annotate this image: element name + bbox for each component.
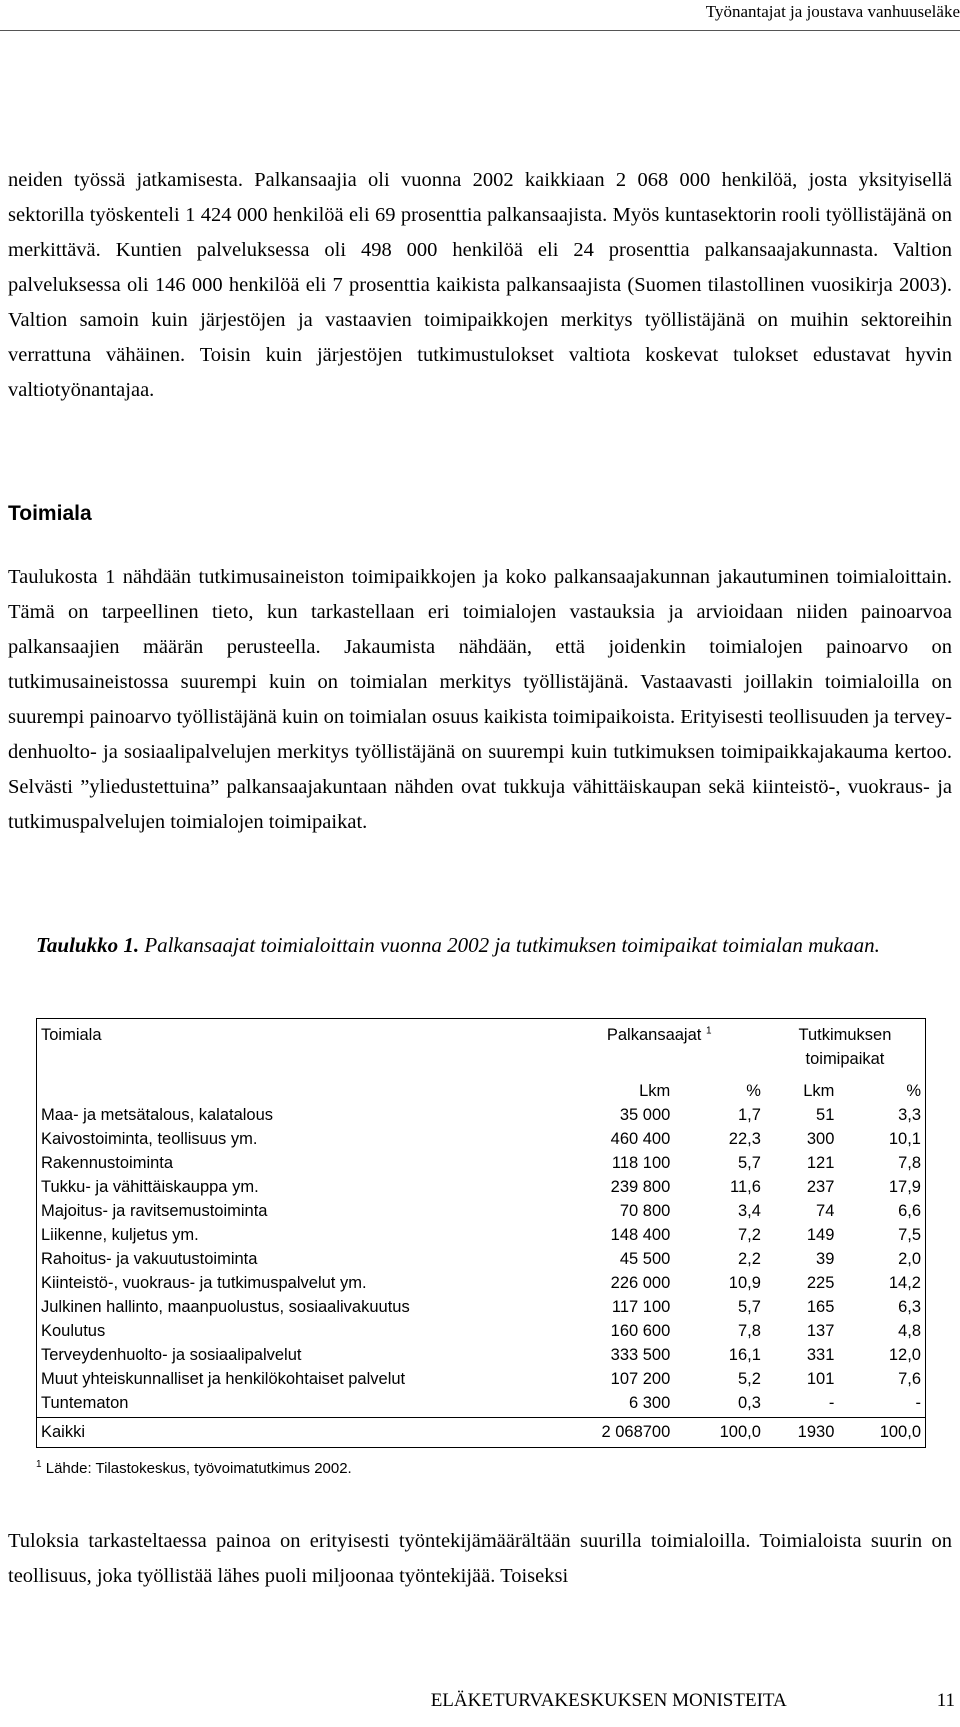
- header-footnote-mark: 1: [705, 1025, 712, 1037]
- row-palkansaajat-pct: 10,9: [728, 1274, 761, 1292]
- row-palkansaajat-lkm: 226 000: [610, 1274, 671, 1292]
- table-row: [37, 1103, 926, 1127]
- table-row: [37, 1343, 926, 1367]
- subheader-lkm-1: Lkm: [639, 1082, 671, 1100]
- row-toimipaikat-lkm: 225: [806, 1274, 835, 1292]
- row-palkansaajat-pct: 5,2: [737, 1370, 761, 1388]
- row-toimipaikat-lkm: 165: [806, 1298, 835, 1316]
- row-toimipaikat-lkm: 331: [806, 1346, 835, 1364]
- header-palkansaajat-label: Palkansaajat: [606, 1026, 702, 1044]
- row-toimipaikat-pct: 2,0: [838, 1247, 925, 1271]
- footer-series: ELÄKETURVAKESKUKSEN MONISTEITA: [430, 1690, 787, 1711]
- row-toimipaikat-lkm: 74: [816, 1202, 835, 1220]
- subheader-pct-2: %: [838, 1071, 925, 1103]
- header-tutkimuksen-line1: Tutkimuksen: [798, 1026, 892, 1044]
- page-number: 11: [936, 1690, 955, 1711]
- row-palkansaajat-lkm: 148 400: [610, 1226, 671, 1244]
- row-toimipaikat-pct: 7,6: [838, 1367, 925, 1391]
- total-palkansaajat-lkm: 2 068700: [553, 1418, 674, 1448]
- row-toimipaikat-lkm: 137: [806, 1322, 835, 1340]
- row-toimipaikat-lkm: 237: [806, 1178, 835, 1196]
- header-rule: [0, 30, 960, 31]
- row-toimiala: Tukku- ja vähittäiskauppa ym.: [37, 1175, 554, 1199]
- footnote-text: Lähde: Tilastokeskus, työvoimatutkimus 2002.: [45, 1460, 352, 1477]
- row-palkansaajat-lkm: 460 400: [610, 1130, 671, 1148]
- row-toimipaikat-pct: 6,3: [838, 1295, 925, 1319]
- row-toimipaikat-pct: 12,0: [838, 1343, 925, 1367]
- total-toimipaikat-lkm: 1930: [765, 1418, 838, 1448]
- row-palkansaajat-lkm: 107 200: [610, 1370, 671, 1388]
- row-toimiala: Julkinen hallinto, maanpuolustus, sosiaalivakuutus: [37, 1295, 554, 1319]
- row-toimipaikat-pct: 14,2: [838, 1271, 925, 1295]
- row-palkansaajat-pct: 3,4: [737, 1202, 761, 1220]
- table-header-row: [37, 1019, 926, 1072]
- table-footnote: [36, 1460, 352, 1477]
- row-toimipaikat-pct: 4,8: [838, 1319, 925, 1343]
- table-total-row: [37, 1418, 926, 1448]
- row-palkansaajat-pct: 7,8: [737, 1322, 761, 1340]
- table-row: [37, 1151, 926, 1175]
- row-palkansaajat-lkm: 70 800: [619, 1202, 671, 1220]
- table-caption-label: Taulukko 1.: [36, 933, 140, 957]
- row-toimiala: Majoitus- ja ravitsemustoiminta: [37, 1199, 554, 1223]
- section-heading: Toimiala: [8, 502, 92, 525]
- row-toimiala: Muut yhteiskunnalliset ja henkilökohtaiset palvelut: [37, 1367, 554, 1391]
- row-toimiala: Maa- ja metsätalous, kalatalous: [37, 1103, 554, 1127]
- row-toimipaikat-pct: -: [838, 1391, 925, 1418]
- paragraph-intro: neiden työssä jatkamisesta. Palkansaajia oli vuonna 2002 kaikkiaan 2 068 000 henkilöä, josta yksityisellä sektorilla työskenteli 1 424 000 henkilöä eli 69 prosenttia palkansaajista. Myös kuntasektorin rooli työllistäjänä on merkittävä. Kuntien palveluksessa oli 498 000 henkilöä eli 24 prosenttia palkansaajakunnasta. Valtion palveluksessa oli 146 000 henkilöä eli 7 prosenttia kaikista palkansaajista (Suomen tilastollinen vuosikirja 2003). Valtion samoin kuin järjestöjen ja vastaavien toimipaikkojen merkitys työllistäjänä on muihin sektoreihin verrattuna vähäinen. Toisin kuin järjestöjen tutkimustulokset valtiota koskevat tulokset edustavat hyvin valtiotyönantajaa.: [8, 169, 952, 401]
- header-toimiala: Toimiala: [37, 1019, 554, 1072]
- page-footer: [0, 1690, 955, 1712]
- table-caption: [36, 930, 936, 960]
- row-palkansaajat-pct: 0,3: [737, 1394, 761, 1412]
- total-toimipaikat-pct: 100,0: [838, 1418, 925, 1448]
- row-toimiala: Terveydenhuolto- ja sosiaalipalvelut: [37, 1343, 554, 1367]
- row-toimiala: Koulutus: [37, 1319, 554, 1343]
- header-tutkimuksen-line2: toimipaikat: [805, 1050, 885, 1068]
- row-toimipaikat-pct: 10,1: [838, 1127, 925, 1151]
- subheader-empty: [37, 1071, 554, 1103]
- row-palkansaajat-lkm: 239 800: [610, 1178, 671, 1196]
- row-toimipaikat-pct: 17,9: [838, 1175, 925, 1199]
- footnote-mark: 1: [36, 1459, 42, 1470]
- subheader-lkm-2: Lkm: [803, 1082, 835, 1100]
- row-palkansaajat-lkm: 118 100: [611, 1154, 671, 1172]
- row-toimipaikat-lkm: 300: [806, 1130, 835, 1148]
- row-toimiala: Rahoitus- ja vakuutustoiminta: [37, 1247, 554, 1271]
- row-toimipaikat-lkm: -: [828, 1394, 835, 1412]
- running-title: Työnantajat ja joustava vanhuuseläke: [705, 2, 960, 21]
- total-palkansaajat-pct: 100,0: [674, 1418, 765, 1448]
- table-row: [37, 1199, 926, 1223]
- row-toimiala: Tuntematon: [37, 1391, 554, 1418]
- row-toimipaikat-lkm: 51: [816, 1106, 835, 1124]
- table-row: [37, 1319, 926, 1343]
- row-toimiala: Liikenne, kuljetus ym.: [37, 1223, 554, 1247]
- row-palkansaajat-lkm: 35 000: [619, 1106, 671, 1124]
- row-toimiala: Kiinteistö-, vuokraus- ja tutkimuspalvelut ym.: [37, 1271, 554, 1295]
- header-palkansaajat: [553, 1019, 764, 1072]
- row-toimiala: Rakennustoiminta: [37, 1151, 554, 1175]
- table-caption-text: Palkansaajat toimialoittain vuonna 2002 ja tutkimuksen toimipaikat toimialan mukaan.: [144, 933, 880, 957]
- table-row: [37, 1247, 926, 1271]
- row-toimipaikat-pct: 3,3: [838, 1103, 925, 1127]
- row-palkansaajat-pct: 7,2: [737, 1226, 761, 1244]
- row-palkansaajat-lkm: 333 500: [610, 1346, 671, 1364]
- row-palkansaajat-lkm: 117 100: [611, 1298, 671, 1316]
- paragraph-results: Tuloksia tarkasteltaessa painoa on erityisesti työntekijämäärältään suurilla toimialoilla. Toimialoista suurin on teollisuus, joka työllistää lähes puoli miljoonaa työntekijää. Toiseksi: [8, 1530, 952, 1587]
- paragraph-industry: Taulukosta 1 nähdään tutkimusaineiston toimipaikkojen ja koko palkansaajakunnan jakautuminen toimialoittain. Tämä on tarpeellinen tieto, kun tarkastellaan eri toimialojen vastauksia ja arvioidaan niiden painoarvoa palkansaajien määrän perusteella. Jakaumista nähdään, että joidenkin toimialojen painoarvo on tutkimusaineistossa suurempi kuin on toimialan merkitys työllistäjänä. Vastaavasti joillakin toimialoilla on suurempi painoarvo työllistäjänä kuin on toimialan osuus kaikista toimipaikoista. Erityisesti teollisuuden ja terveydenhuolto- ja sosiaalipalvelujen merkitys työllistäjänä on suurempi kuin tutkimuksen toimipaikkajakauma kertoo. Selvästi ”yliedustettuina” palkansaajakuntaan nähden ovat tukkuja vähittäiskaupan sekä kiinteistö-, vuokraus- ja tutkimuspalvelujen toimialojen toimipaikat.: [8, 566, 952, 833]
- table-row: [37, 1367, 926, 1391]
- row-toimipaikat-lkm: 39: [816, 1250, 835, 1268]
- row-toimipaikat-pct: 7,8: [838, 1151, 925, 1175]
- row-toimipaikat-lkm: 149: [806, 1226, 835, 1244]
- row-palkansaajat-pct: 1,7: [737, 1106, 761, 1124]
- row-toimipaikat-pct: 7,5: [838, 1223, 925, 1247]
- table-body: [37, 1103, 926, 1418]
- row-toimipaikat-pct: 6,6: [838, 1199, 925, 1223]
- row-toimipaikat-lkm: 101: [806, 1370, 835, 1388]
- row-palkansaajat-pct: 2,2: [737, 1250, 761, 1268]
- row-palkansaajat-pct: 5,7: [737, 1298, 761, 1316]
- table-subheader-row: [37, 1071, 926, 1103]
- row-palkansaajat-pct: 11,6: [730, 1178, 761, 1196]
- table-row: [37, 1223, 926, 1247]
- row-palkansaajat-lkm: 160 600: [610, 1322, 671, 1340]
- table-row: [37, 1391, 926, 1418]
- row-toimipaikat-lkm: 121: [806, 1154, 835, 1172]
- row-palkansaajat-pct: 5,7: [737, 1154, 761, 1172]
- table-row: [37, 1295, 926, 1319]
- header-tutkimuksen-toimipaikat: [765, 1019, 926, 1072]
- row-palkansaajat-pct: 16,1: [728, 1346, 761, 1364]
- row-palkansaajat-pct: 22,3: [728, 1130, 761, 1148]
- table-row: [37, 1127, 926, 1151]
- running-header: [0, 0, 960, 26]
- table-row: [37, 1175, 926, 1199]
- row-palkansaajat-lkm: 6 300: [629, 1394, 671, 1412]
- total-label: Kaikki: [37, 1418, 554, 1448]
- row-toimiala: Kaivostoiminta, teollisuus ym.: [37, 1127, 554, 1151]
- subheader-pct-1: %: [746, 1082, 761, 1100]
- table-row: [37, 1271, 926, 1295]
- row-palkansaajat-lkm: 45 500: [619, 1250, 671, 1268]
- industry-table: [36, 1018, 926, 1448]
